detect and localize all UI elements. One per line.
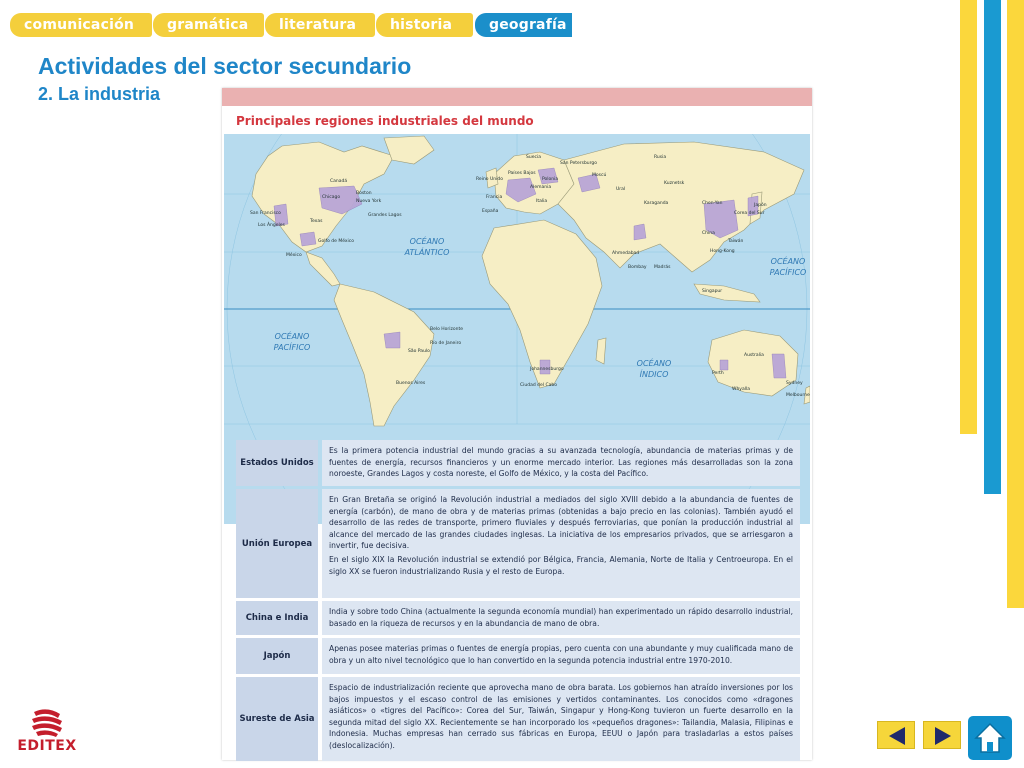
home-button[interactable]	[968, 716, 1012, 760]
svg-text:Río de Janeiro: Río de Janeiro	[430, 341, 462, 346]
svg-text:ATLÁNTICO: ATLÁNTICO	[404, 248, 450, 257]
svg-text:Corea del Sur: Corea del Sur	[734, 211, 765, 216]
svg-text:Grandes Lagos: Grandes Lagos	[368, 213, 402, 218]
tab-geografia[interactable]: geografía	[475, 13, 572, 37]
row-text: Espacio de industrialización reciente que aprovecha mano de obra barata. Los gobiernos han atraído inversiones por los bajos impuestos y el escaso control de las emisiones y vertidos contaminantes. Los conocidos como «dragones asiáticos» o «tigres del Pacífico»: Corea del Sur, Taiwán, Singapur y Hong-Kong tuvieron un fuerte desarrollo en la segunda mitad del siglo XX. Recientemente se han incorporado los «pequeños dragones»: Tailandia, Malasia, Filipinas e Indonesia. Muchas empresas han cerrado sus fábricas en Europa, EEUU o Japón para trasladarlas a estos países (deslocalización).	[322, 677, 800, 761]
ocean-label-atlantic: OCÉANO	[409, 237, 445, 246]
svg-text:San Francisco: San Francisco	[250, 211, 281, 216]
svg-text:Melbourne: Melbourne	[786, 393, 810, 398]
svg-text:ÍNDICO: ÍNDICO	[639, 370, 669, 379]
page-subtitle: 2. La industria	[38, 84, 161, 104]
tab-comunicacion[interactable]: comunicación	[10, 13, 152, 37]
svg-text:Whyalla: Whyalla	[732, 387, 750, 392]
table-row-japon	[232, 638, 800, 674]
svg-text:Ciudad del Cabo: Ciudad del Cabo	[520, 383, 557, 388]
svg-text:Taiwán: Taiwán	[728, 239, 744, 244]
svg-text:Polonia: Polonia	[542, 177, 559, 182]
table-row-sureste-asia	[232, 677, 800, 761]
svg-text:Johannesburgo: Johannesburgo	[530, 367, 564, 372]
row-text: Apenas posee materias primas o fuentes de energía propias, pero cuenta con una abundante y muy cualificada mano de obra y un alto nivel tecnológico que lo han convertido en la segunda potencia industrial entre 1970-2010.	[322, 638, 800, 674]
editex-logo-mark	[12, 708, 82, 738]
decorative-bar-yellow-right	[1007, 0, 1024, 608]
svg-text:Italia: Italia	[536, 199, 548, 204]
table-row-estados-unidos	[232, 440, 800, 486]
svg-text:Sydney: Sydney	[786, 381, 803, 386]
svg-text:México: México	[286, 253, 302, 258]
svg-text:São Paulo: São Paulo	[408, 349, 430, 354]
page-title: Actividades del sector secundario	[38, 53, 412, 79]
subject-tabs	[10, 13, 572, 37]
tab-literatura[interactable]: literatura	[265, 13, 375, 37]
next-button[interactable]	[923, 721, 961, 749]
row-text: Es la primera potencia industrial del mundo gracias a su avanzada tecnología, abundancia de materias primas y de fuentes de energía, recursos financieros y un enorme mercado interior. Las regiones más desarrolladas son la zona noroeste, Grandes Lagos y costa noreste, el Golfo de México, y la costa del Pacífico.	[322, 440, 800, 486]
svg-text:Karaganda: Karaganda	[644, 201, 669, 206]
editex-logo	[12, 708, 82, 754]
row-label: China e India	[236, 601, 318, 635]
row-label: Unión Europea	[236, 489, 318, 598]
svg-text:Golfo de México: Golfo de México	[318, 239, 355, 244]
svg-text:Kuznetsk: Kuznetsk	[664, 181, 685, 186]
svg-text:Los Ángeles: Los Ángeles	[258, 223, 285, 228]
row-label: Japón	[236, 638, 318, 674]
row-text: En Gran Bretaña se originó la Revolución industrial a mediados del siglo XVIII debido a la abundancia de fuentes de energía (carbón), de mano de obra y de materias primas (obtenidas a bajo precio en las colonias). También ayudó el desarrollo de las redes de transporte, primero fluviales y después ferroviarias, que ponían la producción industrial al alcance del mercado de las grandes ciudades inglesas. La iniciativa de los empresarios privados, que se arriesgaron a invertir, fue decisiva. En el siglo XIX la Revolución industrial se extendió por Bélgica, Francia, Alemania, Norte de Italia y Centroeuropa. En el siglo XX se fueron industrializando Rusia y el resto de Europa.	[322, 489, 800, 598]
decorative-bar-yellow	[960, 0, 977, 434]
tab-gramatica[interactable]: gramática	[153, 13, 264, 37]
svg-text:Suecia: Suecia	[526, 155, 541, 160]
svg-text:Canadá: Canadá	[330, 179, 348, 184]
svg-text:Bombay: Bombay	[628, 265, 647, 270]
svg-text:Rusia: Rusia	[654, 155, 667, 160]
arrow-left-icon	[878, 722, 916, 750]
svg-text:PACÍFICO: PACÍFICO	[769, 268, 807, 277]
svg-text:Texas: Texas	[310, 219, 323, 224]
svg-text:Ahmedabad: Ahmedabad	[612, 251, 640, 256]
svg-text:Reino Unido: Reino Unido	[476, 177, 503, 182]
svg-text:Chen-Yan: Chen-Yan	[702, 201, 723, 206]
table-row-union-europea	[232, 489, 800, 598]
ocean-label-pacific-e: OCÉANO	[770, 257, 806, 266]
svg-text:Ural: Ural	[616, 187, 626, 192]
svg-text:Madrás: Madrás	[654, 265, 671, 270]
ocean-label-pacific-w: OCÉANO	[274, 332, 310, 341]
arrow-right-icon	[924, 722, 962, 750]
svg-text:Boston: Boston	[356, 191, 372, 196]
ocean-label-indian: OCÉANO	[636, 359, 672, 368]
tab-historia[interactable]: historia	[376, 13, 473, 37]
svg-text:España: España	[482, 209, 499, 214]
textbook-page	[222, 88, 812, 760]
map-heading: Principales regiones industriales del mundo	[236, 114, 534, 128]
row-label: Sureste de Asia	[236, 677, 318, 761]
svg-text:Japón: Japón	[754, 203, 767, 208]
svg-text:Moscú: Moscú	[592, 173, 607, 178]
svg-text:Hong-Kong: Hong-Kong	[710, 249, 735, 254]
decorative-bar-blue	[984, 0, 1001, 494]
svg-text:Países Bajos: Países Bajos	[508, 171, 536, 176]
svg-text:Perth: Perth	[712, 371, 724, 376]
table-row-china-india	[232, 601, 800, 635]
page-top-band	[222, 88, 812, 106]
home-icon	[968, 716, 1012, 760]
svg-text:San Petersburgo: San Petersburgo	[560, 161, 598, 166]
svg-text:Belo Horizonte: Belo Horizonte	[430, 327, 464, 332]
svg-text:China: China	[702, 231, 715, 236]
prev-button[interactable]	[877, 721, 915, 749]
svg-text:Buenos Aires: Buenos Aires	[396, 381, 426, 386]
svg-text:Francia: Francia	[486, 195, 503, 200]
svg-text:PACÍFICO: PACÍFICO	[273, 343, 311, 352]
svg-text:Singapur: Singapur	[702, 289, 723, 294]
logo-text: EDITEX	[17, 738, 77, 754]
svg-text:Alemania: Alemania	[530, 185, 552, 190]
svg-text:Chicago: Chicago	[322, 195, 341, 200]
row-label: Estados Unidos	[236, 440, 318, 486]
svg-text:Nueva York: Nueva York	[356, 199, 382, 204]
row-text: India y sobre todo China (actualmente la segunda economía mundial) han experimentado un rápido desarrollo industrial, basado en la riqueza de recursos y en la abundancia de mano de obra.	[322, 601, 800, 635]
svg-text:Australia: Australia	[744, 353, 764, 358]
